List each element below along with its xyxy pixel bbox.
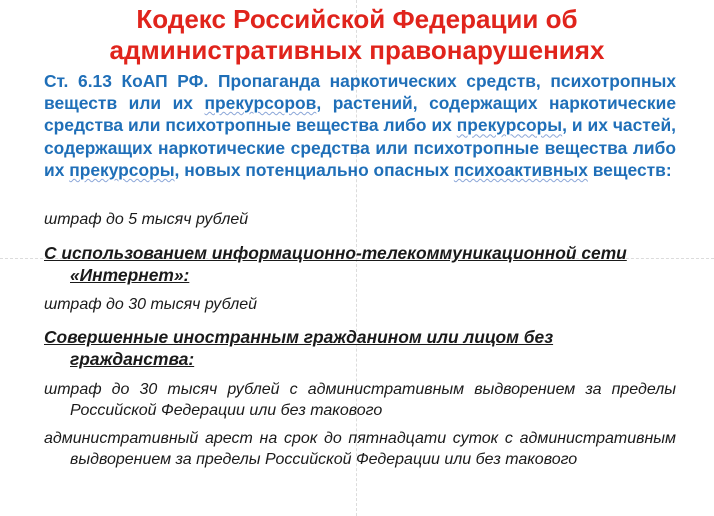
article-text-part: , растений, содержащих наркотические средства или психотропные вещества либо их [44, 93, 676, 136]
penalty-internet: штраф до 30 тысяч рублей [44, 296, 258, 313]
penalty-foreigner-arrest: административный арест на срок до пятнадцати суток с административным выдворением за пределы Российской Федерации или без такового [44, 430, 676, 468]
article-text-part: , и их частей, содержащих наркотические средства или психотропные вещества либо их [44, 115, 676, 180]
spellcheck-word: психоактивных [453, 159, 588, 180]
spellcheck-word: прекурсоры [456, 115, 563, 136]
foreigner-heading: Совершенные иностранным гражданином или лицом без гражданства: [44, 327, 554, 369]
spellcheck-word: прекурсоров [204, 93, 317, 114]
penalty-foreigner-fine: штраф до 30 тысяч рублей с административным выдворением за пределы Российской Федерации или без такового [44, 381, 676, 419]
article-text-part: веществ: [587, 159, 672, 180]
slide-title-line-1: Кодекс Российской Федерации об [136, 4, 578, 34]
article-text-part: , новых потенциально опасных [174, 159, 454, 180]
penalty-basic: штраф до 5 тысяч рублей [44, 211, 249, 228]
slide-title-line-2: административных правонарушениях [109, 35, 605, 65]
article-text-part: Ст. 6.13 КоАП РФ. Пропаганда наркотических средств, психотропных веществ или их [44, 71, 676, 114]
internet-heading: С использованием информационно-телекоммуникационной сети «Интернет»: [44, 243, 627, 285]
article-heading [44, 70, 676, 181]
spellcheck-word: прекурсоры [69, 159, 175, 180]
slide-title [0, 4, 714, 66]
